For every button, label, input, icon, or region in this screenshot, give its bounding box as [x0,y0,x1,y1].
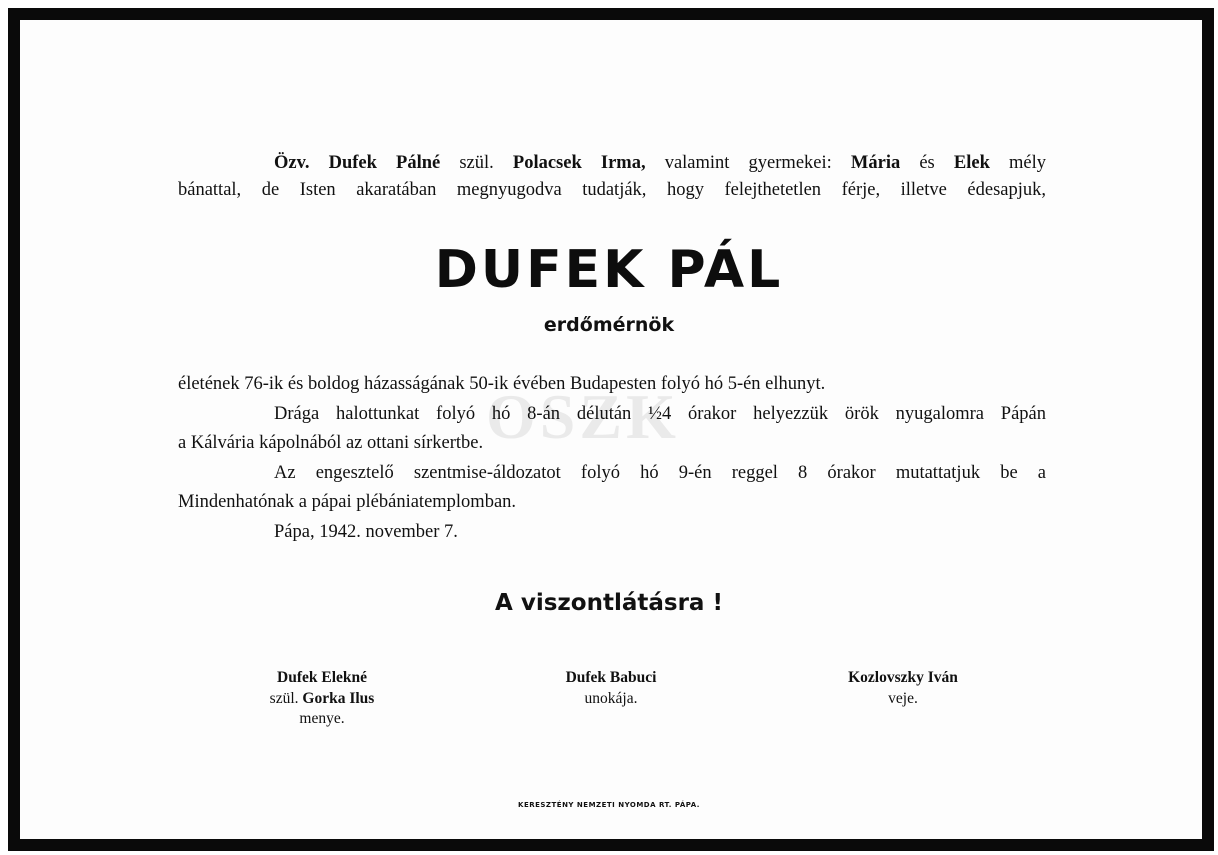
mass-line-1: Az engesztelő szentmise-áldozatot folyó hó 9-én reggel 8 órakor mutattatjuk be a [274,462,1046,483]
born-label: szül. [459,153,494,173]
death-details: életének 76-ik és boldog házasságának 50-ik évében Budapesten folyó hó 5-én elhunyt. [178,374,826,394]
intro-line-1 [178,150,1046,177]
mass-line-2: Mindenhatónak a pápai plébániatemplomban. [178,492,517,512]
burial-line-1: Drága halottunkat folyó hó 8-án délután ½4 órakor helyezzük örök nyugalomra Pápán [274,403,1046,424]
born-label: szül. [269,689,299,707]
signatory-2 [491,668,731,709]
signatory-maiden [202,689,442,710]
signatory-3 [783,668,1023,709]
watermark: OSZK [486,381,680,452]
signatory-name: Dufek Elekné [277,669,367,686]
intro-line-2: bánattal, de Isten akaratában megnyugodva tudatják, hogy felejthetetlen férje, illetve édesapjuk, [178,180,1046,200]
children-intro: valamint gyermekei: [664,153,832,173]
maiden-name: Polacsek Irma, [512,153,646,173]
and-word: és [919,153,935,173]
place-date: Pápa, 1942. november 7. [274,521,458,542]
signatory-relation: unokája. [584,689,638,707]
widow-name: Dufek Pálné [328,153,441,173]
maiden-name: Gorka Ilus [302,689,375,707]
deceased-name: DUFEK PÁL [434,240,784,300]
intro-paragraph [178,150,1046,204]
announcement-body [178,370,1046,547]
farewell-heading: A viszontlátásra ! [495,590,723,616]
child-name-1: Mária [850,153,901,173]
signatory-relation: veje. [888,689,918,707]
widow-title: Özv. [274,153,310,173]
printer-imprint: KERESZTÉNY NEMZETI NYOMDA RT. PÁPA. [518,801,700,809]
signatory-name: Kozlovszky Iván [848,669,958,686]
signatory-relation: menye. [299,710,345,727]
intro-rest: mély [1009,153,1046,173]
deceased-profession: erdőmérnök [543,314,675,336]
burial-line-2: a Kálvária kápolnából az ottani sírkertbe. [178,433,484,453]
child-name-2: Elek [953,153,990,173]
signatory-name: Dufek Babuci [565,669,657,686]
signatory-1 [202,668,442,730]
